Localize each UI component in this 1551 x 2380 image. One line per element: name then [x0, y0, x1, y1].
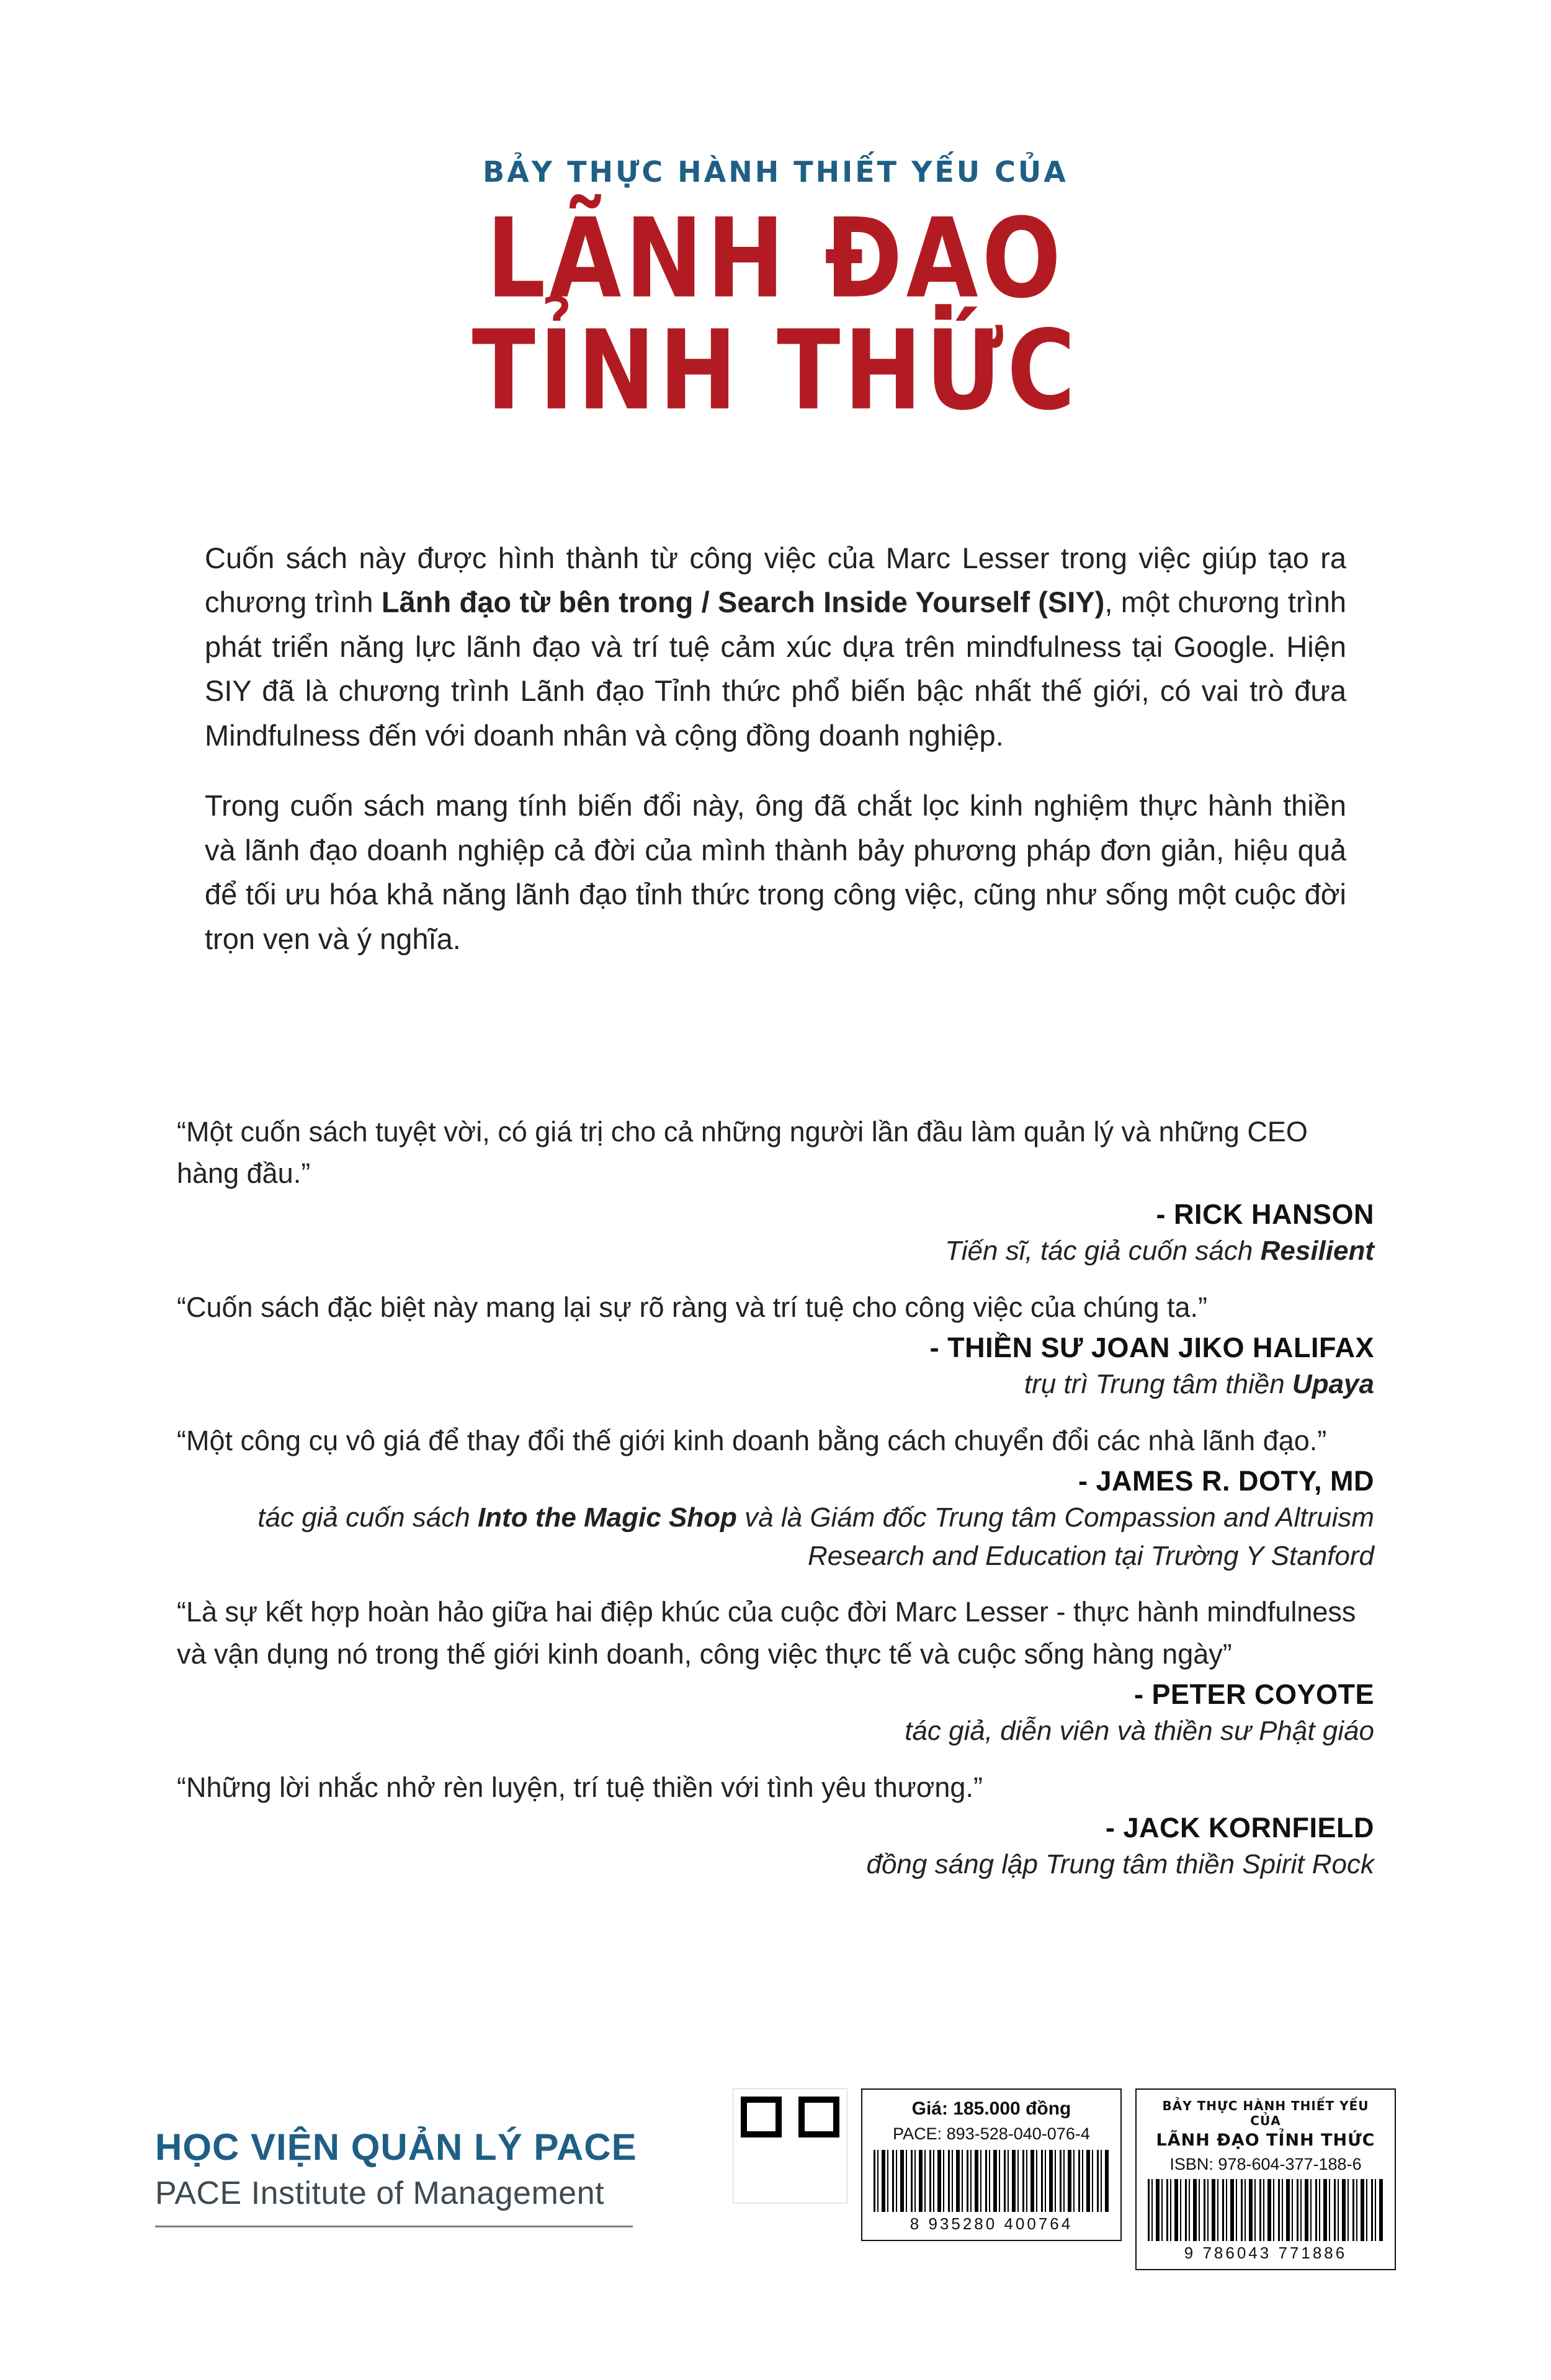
description-block — [205, 393, 1346, 961]
endorsement-role — [177, 1232, 1374, 1270]
endorsement-item — [177, 1767, 1374, 1884]
description-paragraph-2: Trong cuốn sách mang tính biến đổi này, ông đã chắt lọc kinh nghiệm thực hành thiền và lãnh đạo doanh nghiệp cả đời của mình thành bảy phương pháp đơn giản, hiệu quả để tối ưu hóa khả năng lãnh đạo tỉnh thức trong công việc, cũng như sống một cuộc đời trọn vẹn và ý nghĩa. — [205, 789, 1346, 955]
price-box — [861, 2088, 1122, 2241]
endorsement-quote: “Một công cụ vô giá để thay đổi thế giới kinh doanh bằng cách chuyển đổi các nhà lãnh đạo.” — [177, 1424, 1327, 1456]
endorsement-author: - JACK KORNFIELD — [1106, 1812, 1374, 1844]
endorsement-author: - PETER COYOTE — [1133, 1678, 1374, 1711]
desc-p1-part2: , một chương trình phát triển năng lực lãnh đạo và trí tuệ cảm xúc dựa trên mindfulness tại Google. Hiện SIY đã là chương trình Lãnh đạo Tỉnh thức phổ biến bậc nhất thế giới, có vai trò đưa Mindfulness đến với doanh nhân và cộng đồng doanh nghiệp. — [205, 586, 1346, 752]
title-block — [0, 0, 1551, 435]
title-line-1: LÃNH ĐẠO — [486, 195, 1065, 323]
barcode-icon — [874, 2150, 1109, 2212]
role-em: Upaya — [1292, 1369, 1374, 1400]
endorsement-quote: “Một cuốn sách tuyệt vời, có giá trị cho cả những người lần đầu làm quản lý và những CEO hàng đầu.” — [177, 1115, 1308, 1190]
publisher-subtitle: PACE Institute of Management — [155, 2175, 605, 2211]
endorsement-item — [177, 1111, 1374, 1270]
price-label: Giá: 185.000 đồng — [911, 2098, 1071, 2119]
isbn-title: LÃNH ĐẠO TỈNH THỨC — [1156, 2131, 1375, 2150]
desc-p1-bold: Lãnh đạo từ bên trong / Search Inside Yourself (SIY) — [381, 586, 1105, 619]
role-pre: đồng sáng lập Trung tâm thiền Spirit Rock — [866, 1849, 1374, 1880]
endorsement-role — [177, 1365, 1374, 1404]
role-pre: Tiến sĩ, tác giả cuốn sách — [945, 1235, 1261, 1266]
role-em: Resilient — [1260, 1235, 1374, 1266]
endorsement-quote: “Cuốn sách đặc biệt này mang lại sự rõ ràng và trí tuệ cho công việc của chúng ta.” — [177, 1291, 1208, 1323]
endorsement-item — [177, 1591, 1374, 1750]
isbn-box — [1135, 2088, 1396, 2270]
endorsement-author: - JAMES R. DOTY, MD — [1078, 1465, 1374, 1497]
role-pre: trụ trì Trung tâm thiền — [1024, 1369, 1292, 1400]
barcode-icon — [1148, 2179, 1383, 2241]
publisher-name: HỌC VIỆN QUẢN LÝ PACE — [155, 2126, 637, 2168]
publisher-divider — [155, 2226, 633, 2227]
pace-code: PACE: 893-528-040-076-4 — [893, 2124, 1090, 2143]
role-post: và là Giám đốc Trung tâm Compassion and Altruism Research and Education tại Trường Y Stanford — [736, 1502, 1374, 1571]
qr-code-icon — [738, 2094, 842, 2198]
barcode-digits: 8 935280 400764 — [910, 2214, 1073, 2233]
footer — [0, 2088, 1551, 2287]
endorsement-author: - RICK HANSON — [1156, 1198, 1374, 1230]
role-em: Into the Magic Shop — [477, 1502, 737, 1533]
role-pre: tác giả, diễn viên và thiền sư Phật giáo — [905, 1716, 1374, 1747]
codes-block — [733, 2088, 1396, 2270]
role-pre: tác giả cuốn sách — [257, 1502, 478, 1533]
endorsement-role — [177, 1845, 1374, 1884]
endorsement-author: - THIỀN SƯ JOAN JIKO HALIFAX — [929, 1332, 1374, 1364]
desc-p1-part1: Cuốn sách này được hình thành từ công việc của Marc Lesser trong việc giúp tạo ra chương trình — [205, 542, 1346, 619]
isbn-number: ISBN: 978-604-377-188-6 — [1169, 2155, 1362, 2173]
endorsement-item — [177, 1286, 1374, 1404]
endorsement-role — [177, 1712, 1374, 1750]
endorsement-role — [177, 1499, 1374, 1575]
description-paragraph-1 — [205, 536, 1346, 757]
cover-kicker: BẢY THỰC HÀNH THIẾT YẾU CỦA — [483, 155, 1068, 189]
isbn-kicker: BẢY THỰC HÀNH THIẾT YẾU CỦA — [1162, 2098, 1369, 2128]
endorsement-quote: “Là sự kết hợp hoàn hảo giữa hai điệp khúc của cuộc đời Marc Lesser - thực hành mindfulness và vận dụng nó trong thế giới kinh doanh, công việc thực tế và cuộc sống hàng ngày” — [177, 1596, 1356, 1670]
endorsement-quote: “Những lời nhắc nhở rèn luyện, trí tuệ thiền với tình yêu thương.” — [177, 1771, 983, 1803]
title-line-2: TỈNH THỨC — [472, 307, 1079, 435]
endorsement-item — [177, 1420, 1374, 1576]
publisher-block — [155, 2088, 637, 2227]
endorsements-block — [177, 987, 1374, 1884]
page-title — [0, 195, 1551, 435]
qr-code-box — [733, 2088, 847, 2203]
barcode-digits: 9 786043 771886 — [1184, 2244, 1348, 2262]
